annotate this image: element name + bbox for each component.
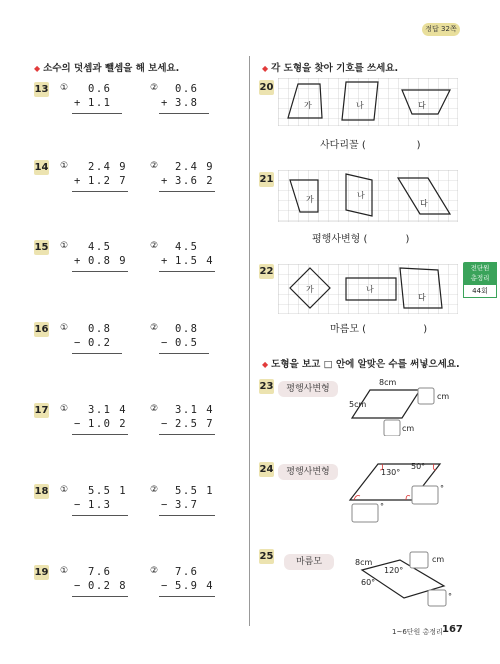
circle-one: ① [60, 404, 69, 414]
side-tab-bottom: 44회 [463, 284, 497, 298]
side-tab [463, 262, 497, 298]
operator: − [161, 499, 169, 511]
degree-label: ° [380, 502, 384, 511]
operand-bottom: 5.9 4 [175, 580, 215, 592]
diamond-bullet-icon: ◆ [34, 64, 41, 73]
right-title-1-text: 각 도형을 찾아 기호를 쓰세요. [271, 63, 399, 74]
operand-top: 0.6 [88, 83, 112, 95]
operator: + [161, 97, 169, 109]
diamond-bullet-icon: ◆ [262, 64, 269, 73]
angle-label: 50° [411, 462, 426, 471]
shape-name-pill: 평행사변형 [278, 381, 338, 397]
angle-label: 130° [381, 468, 401, 477]
circle-two: ② [150, 323, 159, 333]
page-number: 167 [442, 624, 463, 635]
answer-line [159, 596, 215, 597]
answer-line [159, 271, 215, 272]
problem-number: 17 [34, 405, 49, 416]
answer-line [72, 113, 122, 114]
right-title-2-text: 도형을 보고 □ 안에 알맞은 수를 써넣으세요. [271, 359, 460, 370]
operand-top: 3.1 4 [175, 404, 215, 416]
operand-bottom: 3.7 [175, 499, 199, 511]
operand-top: 0.8 [88, 323, 112, 335]
answer-blank-20[interactable]: 사다리꼴 ( ) [320, 140, 421, 151]
operand-bottom: 0.5 [175, 337, 199, 349]
answer-line [72, 353, 122, 354]
operand-top: 2.4 9 [88, 161, 128, 173]
problem-number: 25 [259, 551, 274, 562]
operand-bottom: 1.2 7 [88, 175, 128, 187]
operand-bottom: 0.2 [88, 337, 112, 349]
answer-line [72, 191, 128, 192]
circle-one: ① [60, 566, 69, 576]
answer-box[interactable] [352, 504, 378, 522]
answer-line [159, 353, 209, 354]
operand-bottom: 2.5 7 [175, 418, 215, 430]
shape-name-pill: 마름모 [284, 554, 334, 570]
shape-label-na: 나 [357, 191, 365, 200]
problem-number: 21 [259, 174, 274, 185]
circle-two: ② [150, 404, 159, 414]
circle-two: ② [150, 485, 159, 495]
shape-label-na: 나 [366, 285, 374, 294]
unit-label: cm [402, 424, 415, 433]
problem-number: 13 [34, 84, 49, 95]
answer-line [72, 271, 128, 272]
operand-top: 2.4 9 [175, 161, 215, 173]
answer-line [72, 596, 128, 597]
grid-figure-21 [278, 170, 458, 222]
degree-label: ° [448, 592, 452, 601]
operand-top: 4.5 [88, 241, 112, 253]
answer-line [72, 434, 128, 435]
operator: + [161, 175, 169, 187]
side-label: 8cm [379, 378, 397, 387]
circle-one: ① [60, 323, 69, 333]
operand-top: 4.5 [175, 241, 199, 253]
answer-blank-22[interactable]: 마름모 ( ) [330, 324, 428, 335]
shape-label-na: 나 [356, 101, 364, 110]
operand-bottom: 3.6 2 [175, 175, 215, 187]
shape-name-pill: 평행사변형 [278, 464, 338, 480]
answer-box[interactable] [412, 486, 438, 504]
answer-box[interactable] [410, 552, 428, 568]
diamond-bullet-icon: ◆ [262, 360, 269, 369]
answer-box[interactable] [384, 420, 400, 436]
circle-one: ① [60, 485, 69, 495]
operator: − [74, 418, 82, 430]
operator: + [161, 255, 169, 267]
operator: + [74, 175, 82, 187]
operand-bottom: 1.0 2 [88, 418, 128, 430]
operand-bottom: 1.3 [88, 499, 112, 511]
problem-number: 23 [259, 381, 274, 392]
shape-label-da: 다 [420, 199, 428, 208]
shape-label-ga: 가 [306, 195, 314, 204]
operator: − [74, 580, 82, 592]
operand-bottom: 0.2 8 [88, 580, 128, 592]
operator: − [74, 499, 82, 511]
answer-line [72, 515, 128, 516]
side-label: 8cm [355, 558, 373, 567]
footer-label: 1~6단원 총정리 [392, 628, 443, 636]
angle-label: 120° [384, 566, 404, 575]
operator: + [74, 255, 82, 267]
answer-page-tag: 정답 32쪽 [422, 23, 460, 36]
operand-top: 5.5 1 [175, 485, 215, 497]
problem-number: 22 [259, 266, 274, 277]
circle-two: ② [150, 83, 159, 93]
operand-top: 0.8 [175, 323, 199, 335]
operand-bottom: 1.1 [88, 97, 112, 109]
circle-one: ① [60, 83, 69, 93]
operator: + [74, 97, 82, 109]
circle-two: ② [150, 241, 159, 251]
answer-line [159, 113, 209, 114]
shape-label-ga: 가 [306, 285, 314, 294]
operand-top: 7.6 [88, 566, 112, 578]
unit-label: cm [432, 555, 445, 564]
problem-number: 14 [34, 162, 49, 173]
circle-one: ① [60, 161, 69, 171]
operator: − [161, 418, 169, 430]
operand-bottom: 3.8 [175, 97, 199, 109]
problem-number: 24 [259, 464, 274, 475]
circle-two: ② [150, 161, 159, 171]
column-divider [249, 56, 250, 626]
left-section-title [34, 60, 179, 74]
circle-one: ① [60, 241, 69, 251]
shape-label-ga: 가 [304, 101, 312, 110]
problem-number: 20 [259, 82, 274, 93]
answer-box[interactable] [418, 388, 434, 404]
angle-mark [406, 496, 410, 501]
operand-bottom: 1.5 4 [175, 255, 215, 267]
operand-top: 0.6 [175, 83, 199, 95]
answer-blank-21[interactable]: 평행사변형 ( ) [312, 234, 410, 245]
unit-label: cm [437, 392, 450, 401]
problem-number: 15 [34, 242, 49, 253]
side-tab-top: 전단원 총정리 [463, 262, 497, 284]
angle-label: 60° [361, 578, 376, 587]
answer-line [159, 515, 215, 516]
shape-label-da: 다 [418, 293, 426, 302]
operator: − [161, 337, 169, 349]
operand-bottom: 0.8 9 [88, 255, 128, 267]
degree-label: ° [440, 484, 444, 493]
circle-two: ② [150, 566, 159, 576]
side-label: 5cm [349, 400, 367, 409]
answer-box[interactable] [428, 590, 446, 606]
problem-number: 16 [34, 324, 49, 335]
answer-line [159, 191, 215, 192]
operator: − [74, 337, 82, 349]
operand-top: 7.6 [175, 566, 199, 578]
problem-number: 19 [34, 567, 49, 578]
left-title-text: 소수의 덧셈과 뺄셈을 해 보세요. [43, 63, 180, 74]
angle-mark [354, 496, 360, 501]
answer-line [159, 434, 215, 435]
operator: − [161, 580, 169, 592]
operand-top: 3.1 4 [88, 404, 128, 416]
problem-number: 18 [34, 486, 49, 497]
right-section-title-2 [262, 356, 460, 370]
shape-label-da: 다 [418, 101, 426, 110]
right-section-title-1 [262, 60, 398, 74]
operand-top: 5.5 1 [88, 485, 128, 497]
